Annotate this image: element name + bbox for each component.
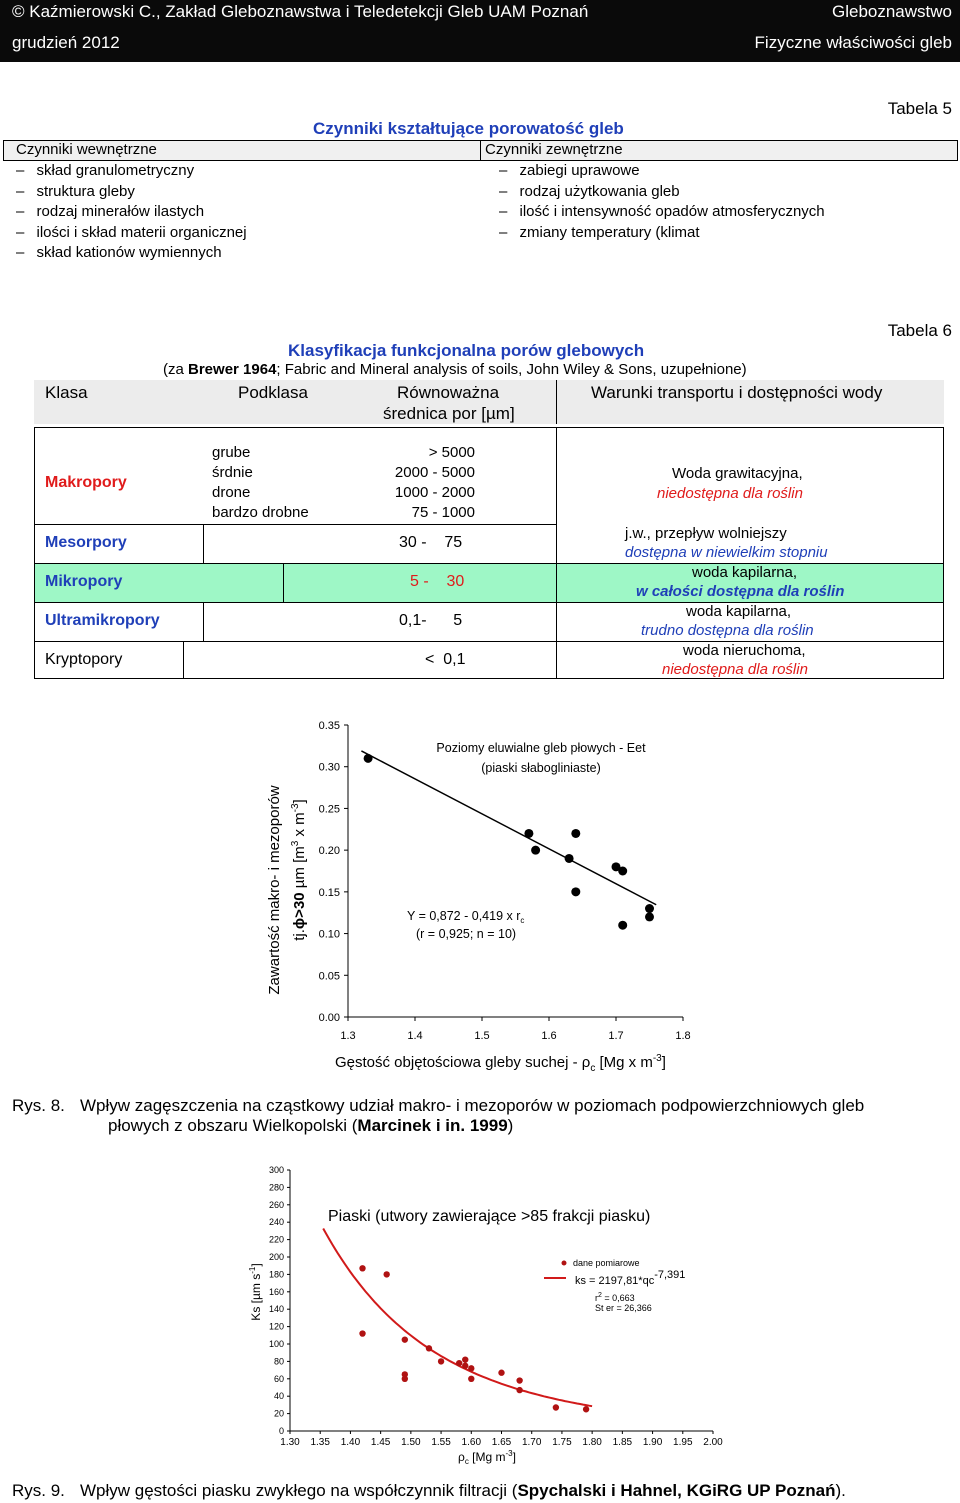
rys8-num: Rys. 8. bbox=[12, 1096, 65, 1115]
y-tick-label: 80 bbox=[273, 1356, 284, 1367]
mikro-water-2: w całości dostępna dla roślin bbox=[636, 583, 845, 600]
list-dash: – bbox=[16, 162, 29, 179]
x-tick-label: 1.70 bbox=[521, 1437, 542, 1448]
legend-ster: St er = 26,366 bbox=[595, 1303, 652, 1313]
rys9-num: Rys. 9. bbox=[12, 1481, 65, 1500]
y-tick-label: 140 bbox=[268, 1304, 284, 1315]
ultra-range: 0,1- 5 bbox=[399, 612, 463, 629]
x-tick-label: 1.5 bbox=[474, 1030, 490, 1042]
makro-subclass: grube bbox=[212, 444, 251, 461]
mikro-divider bbox=[556, 564, 557, 602]
data-point bbox=[583, 1406, 589, 1412]
krypto-range: < 0,1 bbox=[425, 651, 466, 668]
data-point bbox=[468, 1376, 474, 1382]
y-axis-label-2: tj.ϕ>30 µm [$m^3$ x $m^{-3}$] bbox=[290, 799, 308, 941]
krypto-water-2: niedostępna dla roślin bbox=[662, 661, 808, 678]
table5-title: Czynniki kształtujące porowatość gleb bbox=[313, 119, 624, 138]
data-point bbox=[565, 854, 574, 863]
data-point bbox=[498, 1370, 504, 1376]
y-axis-label: Ks [µm $s^{-1}$] bbox=[248, 1263, 263, 1321]
data-point bbox=[462, 1356, 468, 1362]
meso-range: 30 - 75 bbox=[399, 534, 463, 551]
makro-range: > 5000 bbox=[428, 444, 475, 461]
header-author: © Kaźmierowski C., Zakład Gleboznawstwa i Teledetekcji Gleb UAM Poznań bbox=[12, 2, 589, 21]
header-subject: Gleboznawstwo bbox=[831, 2, 952, 21]
header-topic: Fizyczne właściwości gleb bbox=[754, 33, 952, 52]
y-tick-label: 0.10 bbox=[318, 928, 340, 941]
y-tick-label: 260 bbox=[268, 1199, 284, 1210]
x-tick-label: 1.4 bbox=[407, 1030, 423, 1042]
makro-name: Makropory bbox=[45, 474, 127, 491]
data-point bbox=[618, 867, 627, 876]
x-tick-label: 1.85 bbox=[612, 1437, 633, 1448]
data-point bbox=[402, 1376, 408, 1382]
mikro-right-edge bbox=[943, 564, 944, 602]
x-tick-label: 1.3 bbox=[340, 1030, 356, 1042]
y-tick-label: 300 bbox=[268, 1165, 284, 1175]
ultra-water-2: trudno dostępna dla roślin bbox=[641, 622, 814, 639]
x-tick-label: 1.6 bbox=[541, 1030, 557, 1042]
table5-label: Tabela 5 bbox=[887, 99, 952, 118]
table6-title: Klasyfikacja funkcjonalna porów glebowych bbox=[288, 341, 645, 360]
data-point bbox=[571, 829, 580, 838]
internal-factor-item: – skład kationów wymiennych bbox=[16, 244, 222, 261]
data-point bbox=[359, 1330, 365, 1336]
internal-factor-item: – struktura gleby bbox=[16, 182, 135, 200]
internal-factor-item: – skład granulometryczny bbox=[16, 162, 195, 179]
header-klasa: Klasa bbox=[45, 383, 88, 402]
ultra-name: Ultramikropory bbox=[45, 612, 160, 629]
header-srednica-2: średnica por [µm] bbox=[383, 404, 515, 423]
regression-stats: (r = 0,925; n = 10) bbox=[416, 927, 517, 941]
x-tick-label: 1.45 bbox=[370, 1437, 391, 1448]
external-factor-item: – ilość i intensywność opadów atmosferycznych bbox=[499, 203, 825, 220]
legend-r2: $r^2 = 0,663$ bbox=[595, 1292, 635, 1303]
external-factor-item: – zabiegi uprawowe bbox=[499, 162, 640, 179]
data-point bbox=[645, 904, 654, 913]
y-tick-label: 240 bbox=[268, 1217, 284, 1228]
krypto-name: Kryptopory bbox=[45, 651, 123, 668]
list-dash: – bbox=[16, 203, 29, 220]
meso-name: Mesorpory bbox=[45, 534, 127, 551]
y-tick-label: 200 bbox=[268, 1252, 284, 1262]
table5-external-header: Czynniki zewnętrzne bbox=[480, 141, 623, 160]
data-point bbox=[426, 1345, 432, 1351]
y-axis-label-1: Zawartość makro- i mezoporów bbox=[266, 785, 283, 995]
list-dash: – bbox=[499, 203, 512, 220]
makro-subclass: bardzo drobne bbox=[212, 504, 309, 521]
y-tick-label: 40 bbox=[273, 1391, 284, 1402]
data-point bbox=[516, 1387, 522, 1393]
x-tick-label: 1.80 bbox=[582, 1437, 602, 1448]
chart-eet-scatter bbox=[250, 710, 710, 1080]
makro-water-2: niedostępna dla roślin bbox=[657, 485, 803, 502]
x-tick-label: 1.40 bbox=[340, 1437, 361, 1448]
y-tick-label: 220 bbox=[268, 1234, 284, 1245]
header-warunki: Warunki transportu i dostępności wody bbox=[591, 383, 883, 402]
y-tick-label: 0.25 bbox=[318, 803, 340, 816]
data-point bbox=[516, 1377, 522, 1383]
data-point bbox=[359, 1265, 365, 1271]
list-dash: – bbox=[16, 182, 29, 200]
x-tick-label: 1.60 bbox=[461, 1437, 482, 1448]
table6-label: Tabela 6 bbox=[887, 321, 952, 340]
chart1-subtitle: (piaski słabogliniaste) bbox=[481, 761, 601, 775]
x-axis-label: Gęstość objętościowa gleby suchej - $\rho_c$ [Mg x $m^{-3}$] bbox=[335, 1053, 666, 1074]
data-point bbox=[524, 829, 533, 838]
x-tick-label: 1.55 bbox=[431, 1437, 451, 1448]
data-point bbox=[456, 1360, 462, 1366]
makro-subclass: śrdnie bbox=[212, 464, 253, 481]
x-tick-label: 1.75 bbox=[552, 1437, 572, 1448]
legend-fit-label: ks = 2197,81*qc-7,391 bbox=[575, 1269, 686, 1287]
ultra-water-1: woda kapilarna, bbox=[686, 603, 792, 620]
data-point bbox=[531, 846, 540, 855]
y-tick-label: 0.35 bbox=[318, 720, 340, 732]
y-tick-label: 0.05 bbox=[318, 970, 340, 983]
table6-subtitle: (za Brewer 1964; Fabric and Mineral analysis of soils, John Wiley & Sons, uzupełnione) bbox=[163, 361, 747, 378]
data-point bbox=[618, 921, 627, 930]
x-tick-label: 2.00 bbox=[703, 1437, 723, 1448]
internal-factor-item: – ilości i skład materii organicznej bbox=[16, 223, 247, 241]
legend-point-icon bbox=[562, 1261, 567, 1266]
header-date: grudzień 2012 bbox=[12, 33, 120, 52]
mikro-range: 5 - 30 bbox=[410, 573, 465, 590]
chart2-title: Piaski (utwory zawierające >85 frakcji piasku) bbox=[328, 1208, 651, 1225]
x-tick-label: 1.90 bbox=[642, 1437, 663, 1448]
krypto-water-1: woda nieruchoma, bbox=[683, 642, 806, 659]
x-tick-label: 1.50 bbox=[401, 1437, 421, 1448]
chart-sand-ks bbox=[240, 1160, 730, 1470]
list-dash: – bbox=[499, 223, 512, 241]
table5-internal-header: Czynniki wewnętrzne bbox=[16, 141, 157, 158]
legend-points-label: dane pomiarowe bbox=[573, 1258, 640, 1268]
meso-water-2: dostępna w niewielkim stopniu bbox=[625, 544, 828, 561]
y-tick-label: 0.15 bbox=[318, 886, 340, 899]
y-tick-label: 0.30 bbox=[318, 761, 340, 774]
rys8-text-1: Wpływ zagęszczenia na cząstkowy udział makro- i mezoporów w poziomach podpowierzchniowych gleb bbox=[80, 1096, 865, 1115]
list-dash: – bbox=[499, 162, 512, 179]
header-podklasa: Podklasa bbox=[238, 383, 308, 402]
list-dash: – bbox=[16, 244, 29, 261]
data-point bbox=[645, 912, 654, 921]
list-dash: – bbox=[16, 223, 29, 241]
makro-range: 75 - 1000 bbox=[411, 504, 475, 521]
data-point bbox=[402, 1336, 408, 1342]
mikro-water-1: woda kapilarna, bbox=[692, 564, 798, 581]
x-tick-label: 1.95 bbox=[673, 1437, 693, 1448]
x-tick-label: 1.7 bbox=[608, 1030, 624, 1042]
internal-factor-item: – rodzaj minerałów ilastych bbox=[16, 203, 205, 220]
table6-header-divider bbox=[556, 380, 557, 424]
y-tick-label: 0 bbox=[278, 1426, 284, 1436]
external-factor-item: – rodzaj użytkowania gleb bbox=[499, 182, 680, 200]
data-point bbox=[383, 1271, 389, 1277]
x-tick-label: 1.65 bbox=[491, 1437, 512, 1448]
makro-range: 2000 - 5000 bbox=[394, 464, 475, 481]
makro-subclass: drone bbox=[212, 484, 251, 501]
data-point bbox=[468, 1365, 474, 1371]
y-tick-label: 120 bbox=[268, 1321, 284, 1332]
rys8-text-2: płowych z obszaru Wielkopolski (Marcinek i in. 1999) bbox=[108, 1116, 514, 1135]
y-tick-label: 160 bbox=[268, 1286, 284, 1297]
chart1-title: Poziomy eluwialne gleb płowych - Eet bbox=[436, 741, 646, 755]
list-dash: – bbox=[499, 182, 512, 200]
mikro-name: Mikropory bbox=[45, 573, 123, 590]
data-point bbox=[571, 887, 580, 896]
data-point bbox=[364, 754, 373, 763]
y-tick-label: 20 bbox=[273, 1408, 284, 1419]
y-tick-label: 0.00 bbox=[318, 1012, 340, 1024]
makro-water-1: Woda grawitacyjna, bbox=[672, 465, 803, 482]
makro-range: 1000 - 2000 bbox=[394, 484, 475, 501]
rys9-text: Wpływ gęstości piasku zwykłego na współczynnik filtracji (Spychalski i Hahnel, KGiRG UP Poznań). bbox=[80, 1481, 846, 1500]
fit-curve bbox=[323, 1229, 592, 1407]
regression-equation: Y = 0,872 - 0,419 x $r_c$ bbox=[407, 909, 525, 925]
y-tick-label: 100 bbox=[268, 1339, 284, 1349]
data-point bbox=[438, 1358, 444, 1364]
y-tick-label: 280 bbox=[268, 1182, 284, 1193]
header-srednica-1: Równoważna bbox=[397, 383, 500, 402]
x-tick-label: 1.35 bbox=[310, 1437, 330, 1448]
data-point bbox=[462, 1363, 468, 1369]
data-point bbox=[553, 1404, 559, 1410]
external-factor-item: – zmiany temperatury (klimat bbox=[499, 223, 700, 241]
y-tick-label: 180 bbox=[268, 1269, 284, 1280]
x-axis-label: $\rho_c$ [Mg $m^{-3}$] bbox=[458, 1449, 516, 1466]
meso-water-1: j.w., przepływ wolniejszy bbox=[625, 525, 787, 542]
x-tick-label: 1.30 bbox=[280, 1437, 300, 1448]
y-tick-label: 60 bbox=[273, 1373, 284, 1384]
x-tick-label: 1.8 bbox=[675, 1030, 691, 1042]
y-tick-label: 0.20 bbox=[318, 845, 340, 858]
